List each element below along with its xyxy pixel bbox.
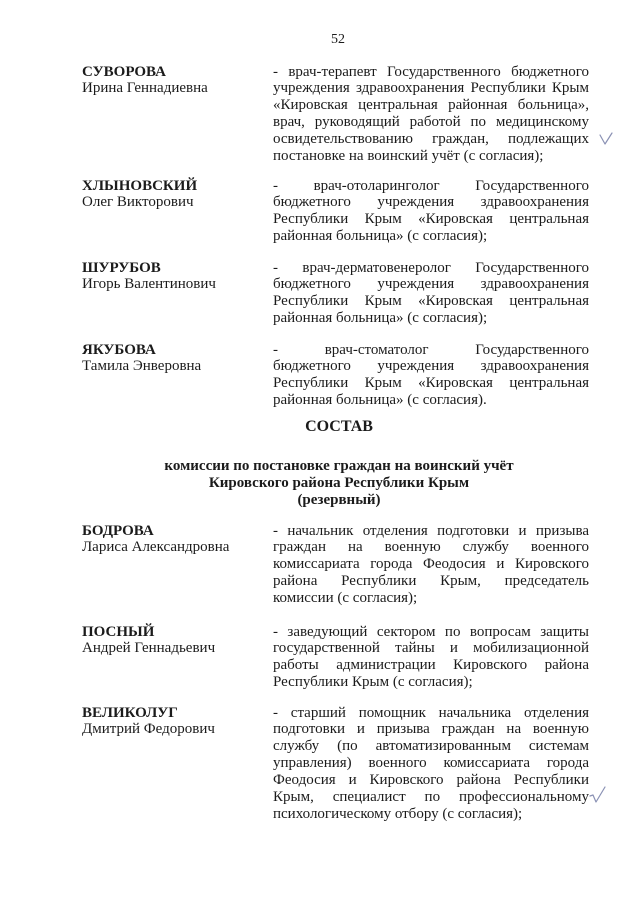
description-line: подготовки и призыва граждан на военную <box>273 721 589 738</box>
section-heading-title: СОСТАВ <box>305 418 373 435</box>
member-description <box>273 64 589 165</box>
member-description <box>273 523 589 608</box>
member-description <box>273 178 589 246</box>
description-line: государственной тайны и мобилизационной <box>273 640 589 657</box>
description-line: учреждения здравоохранения Республики Крым <box>273 80 589 97</box>
description-line: бюджетного учреждения здравоохранения <box>273 358 589 375</box>
description-line: освидетельствованию граждан, подлежащих <box>273 131 589 148</box>
description-line: - врач-терапевт Государственного бюджетного <box>273 63 589 80</box>
description-line: района Республики Крым, председатель <box>273 573 589 590</box>
description-line: - врач-дерматовенеролог Государственного <box>273 259 589 276</box>
description-line: Республики Крым «Кировская центральная <box>273 293 589 310</box>
member-surname: ХЛЫНОВСКИЙ <box>82 177 198 194</box>
member-surname: ЯКУБОВА <box>82 341 156 358</box>
description-line: - заведующий сектором по вопросам защиты <box>273 623 589 640</box>
member-surname: ПОСНЫЙ <box>82 623 155 640</box>
member-name <box>82 260 268 294</box>
description-line: граждан на военную службу военного <box>273 539 589 556</box>
member-given-name: Тамила Энверовна <box>82 358 202 375</box>
description-line: комиссариата города Феодосия и Кировского <box>273 556 589 573</box>
member-surname: ВЕЛИКОЛУГ <box>82 704 178 721</box>
description-line: бюджетного учреждения здравоохранения <box>273 194 589 211</box>
description-line: Республики Крым (с согласия); <box>273 674 473 691</box>
member-given-name: Лариса Александровна <box>82 539 230 556</box>
member-given-name: Олег Викторович <box>82 194 194 211</box>
description-line: - врач-отоларинголог Государственного <box>273 177 589 194</box>
member-given-name: Ирина Геннадиевна <box>82 80 208 97</box>
member-description <box>273 705 589 823</box>
description-line: комиссии (с согласия); <box>273 590 418 607</box>
section-heading-line: Кировского района Республики Крым <box>208 474 470 491</box>
member-name <box>82 624 268 658</box>
member-surname: ШУРУБОВ <box>82 259 161 276</box>
description-line: постановке на воинский учёт (с согласия); <box>273 148 544 165</box>
description-line: управления) военного комиссариата города <box>273 755 589 772</box>
description-line: службу (по автоматизированным системам <box>273 738 589 755</box>
description-line: районная больница» (с согласия). <box>273 392 487 409</box>
description-line: Республики Крым «Кировская центральная <box>273 375 589 392</box>
handwritten-check-mark-icon <box>597 131 615 147</box>
description-line: врач, руководящий работой по медицинскому <box>273 114 589 131</box>
member-surname: СУВОРОВА <box>82 63 166 80</box>
description-line: Феодосия и Кировского района Республики <box>273 772 589 789</box>
handwritten-check-mark-icon <box>588 786 608 804</box>
member-given-name: Игорь Валентинович <box>82 276 216 293</box>
member-description <box>273 342 589 410</box>
description-line: районная больница» (с согласия); <box>273 310 488 327</box>
description-line: - старший помощник начальника отделения <box>273 704 589 721</box>
description-line: психологическому отбору (с согласия); <box>273 805 523 822</box>
member-description <box>273 260 589 328</box>
member-name <box>82 523 268 557</box>
member-given-name: Андрей Геннадьевич <box>82 640 216 657</box>
section-heading-subtitle <box>40 458 638 509</box>
section-heading-line: комиссии по постановке граждан на воинский учёт <box>164 457 514 474</box>
member-name <box>82 705 268 739</box>
description-line: бюджетного учреждения здравоохранения <box>273 276 589 293</box>
member-surname: БОДРОВА <box>82 522 154 539</box>
description-line: - врач-стоматолог Государственного <box>273 341 589 358</box>
description-line: - начальник отделения подготовки и призыва <box>273 522 589 539</box>
description-line: Крым, специалист по профессиональному <box>273 789 589 806</box>
member-description <box>273 624 589 692</box>
member-name <box>82 178 268 212</box>
member-given-name: Дмитрий Федорович <box>82 721 215 738</box>
section-heading-line: (резервный) <box>297 491 381 508</box>
description-line: работы администрации Кировского района <box>273 657 589 674</box>
member-name <box>82 64 268 98</box>
description-line: Республики Крым «Кировская центральная <box>273 211 589 228</box>
description-line: «Кировская центральная районная больница», <box>273 97 589 114</box>
description-line: районная больница» (с согласия); <box>273 228 488 245</box>
member-name <box>82 342 268 376</box>
page-number: 52 <box>331 32 345 47</box>
